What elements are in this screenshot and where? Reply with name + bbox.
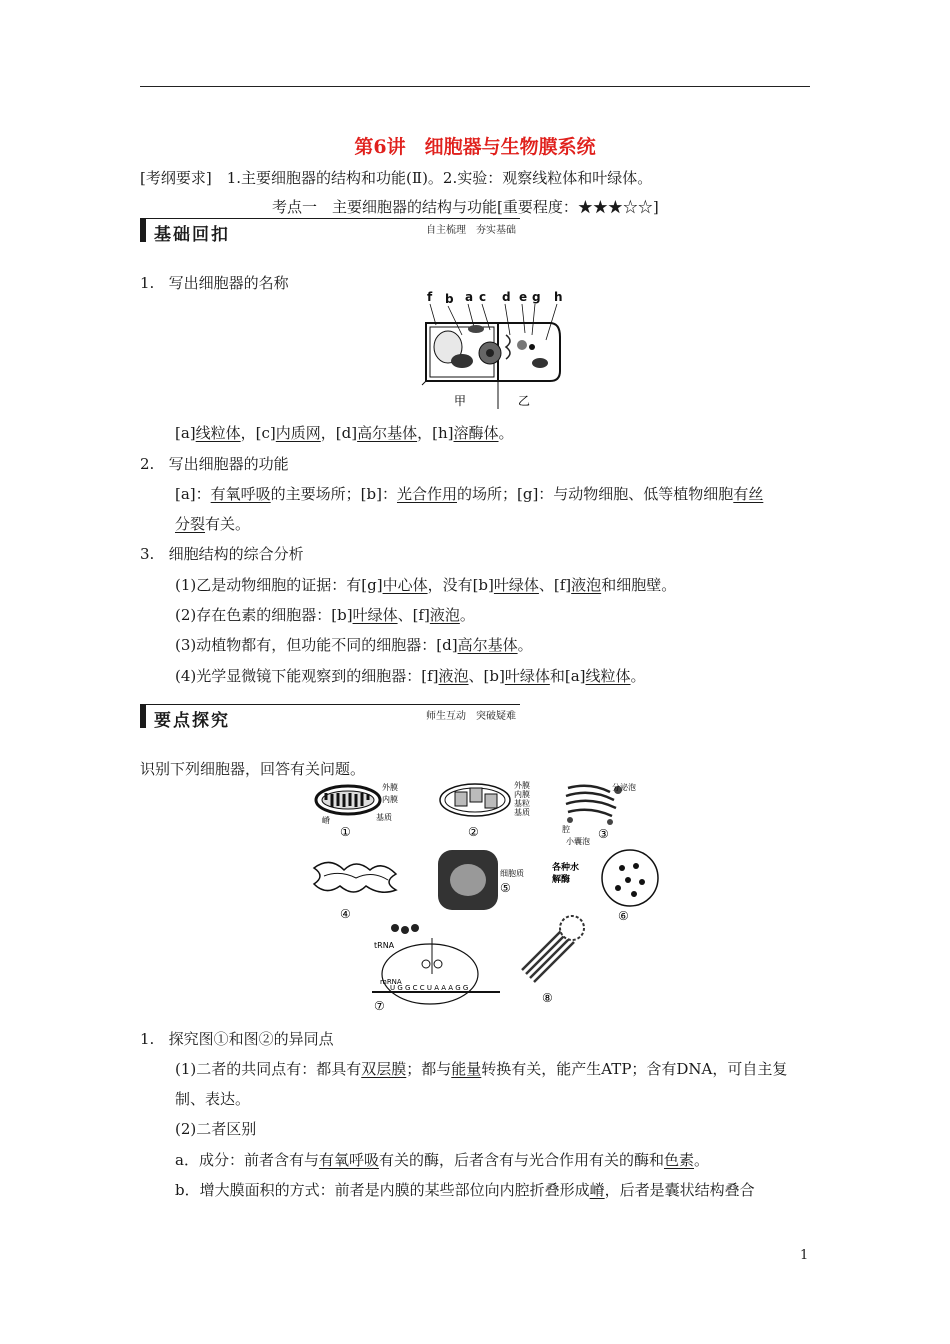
svg-text:嵴: 嵴 <box>322 816 330 825</box>
label-e: e <box>519 290 528 304</box>
answer: 双层膜 <box>361 1060 407 1078</box>
question-number: 1. <box>140 274 155 292</box>
question-number: 3. <box>140 545 155 563</box>
svg-text:腔: 腔 <box>562 825 570 834</box>
question-2 <box>140 453 289 474</box>
q1-answer <box>175 422 514 443</box>
answer: 光合作用 <box>396 485 457 503</box>
label-b: b <box>445 292 454 306</box>
text: ，[h] <box>417 424 454 442</box>
section-rule <box>140 704 520 705</box>
svg-text:各种水: 各种水 <box>552 863 580 873</box>
organelle-6-lysosome <box>552 850 658 923</box>
svg-text:⑦: ⑦ <box>374 999 385 1013</box>
organelle-5 <box>438 850 524 910</box>
answer: 叶绿体 <box>504 667 550 685</box>
svg-text:解酶: 解酶 <box>552 875 571 885</box>
svg-text:tRNA: tRNA <box>374 941 395 950</box>
label-a: a <box>465 290 474 304</box>
answer: 叶绿体 <box>493 576 539 594</box>
question-text: 写出细胞器的名称 <box>168 274 289 292</box>
answer: 能量 <box>451 1060 482 1078</box>
text: ，[c] <box>240 424 276 442</box>
text: 转换有关，能产生ATP；含有DNA，可自主复 <box>481 1060 788 1078</box>
point-text: 探究图①和图②的异同点 <box>168 1030 334 1048</box>
section-subtitle: 师生互动 突破疑难 <box>426 711 516 722</box>
answer: 有丝 <box>733 485 764 503</box>
kaodian-heading: 考点一 主要细胞器的结构与功能[重要程度：★★★☆☆] <box>272 198 659 216</box>
point-number: 1. <box>140 1030 155 1048</box>
point-1 <box>140 1028 334 1049</box>
svg-text:细胞质: 细胞质 <box>500 869 524 878</box>
point-1-b <box>175 1179 755 1200</box>
organelle-8-centriole <box>522 916 584 1005</box>
text: a．成分：前者含有与 <box>175 1151 319 1169</box>
text: ，[d] <box>320 424 358 442</box>
text: (2)存在色素的细胞器：[b] <box>175 606 353 624</box>
organelle-7-ribosome <box>372 924 500 1013</box>
section-basic-review <box>140 218 520 245</box>
text: [a]： <box>175 485 211 503</box>
question-text: 细胞结构的综合分析 <box>168 545 304 563</box>
svg-text:基粒: 基粒 <box>514 799 530 808</box>
text: b．增大膜面积的方式：前者是内膜的某些部位向内腔折叠形成 <box>175 1181 590 1199</box>
organelle-3-golgi <box>562 782 636 846</box>
point-1-1-line2: 制、表达。 <box>175 1090 251 1108</box>
svg-text:内膜: 内膜 <box>382 795 398 804</box>
section-key-points <box>140 704 520 731</box>
svg-text:基质: 基质 <box>376 813 392 822</box>
section-title: 基础回扣 <box>154 225 230 245</box>
answer: 叶绿体 <box>352 606 398 624</box>
answer: 高尔基体 <box>357 424 418 442</box>
text: (1)二者的共同点有：都具有 <box>175 1060 362 1078</box>
svg-text:④: ④ <box>340 907 351 921</box>
answer: 分裂 <box>175 515 206 533</box>
text: 有关的酶，后者含有与光合作用有关的酶和 <box>378 1151 664 1169</box>
label-d: d <box>502 290 511 304</box>
organelles-figure <box>300 778 720 1018</box>
question-number: 2. <box>140 455 155 473</box>
cell-diagram-figure <box>410 285 570 415</box>
answer: 线粒体 <box>585 667 631 685</box>
text: ；都与 <box>406 1060 452 1078</box>
q3-item-2 <box>175 604 475 625</box>
label-c: c <box>479 290 487 304</box>
label-yi: 乙 <box>518 394 531 408</box>
answer: 色素 <box>663 1151 694 1169</box>
answer: 内质网 <box>275 424 321 442</box>
answer: 有氧呼吸 <box>210 485 271 503</box>
svg-text:③: ③ <box>598 827 609 841</box>
svg-text:基质: 基质 <box>514 808 530 817</box>
text: 有关。 <box>205 515 251 533</box>
text: 、[f] <box>538 576 572 594</box>
exam-requirement: [考纲要求] 1.主要细胞器的结构和功能(Ⅱ)。2.实验：观察线粒体和叶绿体。 <box>140 169 653 187</box>
answer: 高尔基体 <box>457 636 518 654</box>
answer: 液泡 <box>438 667 469 685</box>
text: 的主要场所；[b]： <box>270 485 397 503</box>
text: (4)光学显微镜下能观察到的细胞器：[f] <box>175 667 439 685</box>
answer: 中心体 <box>382 576 428 594</box>
svg-text:分泌泡: 分泌泡 <box>612 783 636 792</box>
svg-text:小囊泡: 小囊泡 <box>566 837 590 846</box>
point-1-a <box>175 1149 709 1170</box>
text: ，后者是囊状结构叠合 <box>604 1181 755 1199</box>
label-jia: 甲 <box>454 394 467 408</box>
text: [a] <box>175 424 196 442</box>
svg-text:⑤: ⑤ <box>500 881 511 895</box>
organelle-4-er <box>314 862 396 921</box>
section-subtitle: 自主梳理 夯实基础 <box>426 225 516 236</box>
svg-text:U G G C C U A A A G G: U G G C C U A A A G G <box>390 984 469 992</box>
point-1-2: (2)二者区别 <box>175 1120 257 1138</box>
organelle-1-mitochondrion <box>316 782 398 839</box>
text: 的场所；[g]：与动物细胞、低等植物细胞 <box>457 485 734 503</box>
q3-item-1 <box>175 574 676 595</box>
text: 、[f] <box>397 606 430 624</box>
text: 。 <box>459 606 475 624</box>
section-title: 要点探究 <box>154 711 230 731</box>
svg-text:外膜: 外膜 <box>382 783 398 792</box>
answer: 液泡 <box>571 576 602 594</box>
svg-text:⑥: ⑥ <box>618 909 629 923</box>
label-h: h <box>554 290 563 304</box>
svg-text:②: ② <box>468 825 479 839</box>
label-g: g <box>532 290 541 304</box>
organelle-2-chloroplast <box>440 780 530 839</box>
text: 。 <box>517 636 533 654</box>
page-title: 第6讲 细胞器与生物膜系统 <box>354 136 596 158</box>
q3-item-4 <box>175 665 646 686</box>
intro-text: 识别下列细胞器，回答有关问题。 <box>140 760 366 778</box>
answer: 线粒体 <box>195 424 241 442</box>
text: 和细胞壁。 <box>601 576 677 594</box>
section-marker <box>140 704 146 728</box>
text: ，没有[b] <box>427 576 494 594</box>
svg-text:外膜: 外膜 <box>514 781 530 790</box>
q3-item-3 <box>175 634 533 655</box>
page-number: 1 <box>800 1248 809 1263</box>
answer: 溶酶体 <box>453 424 499 442</box>
point-1-1-line1 <box>175 1058 787 1079</box>
text: 。 <box>630 667 646 685</box>
svg-text:⑧: ⑧ <box>542 991 553 1005</box>
section-rule <box>140 218 520 219</box>
svg-text:mRNA: mRNA <box>380 978 402 986</box>
text: 、[b] <box>468 667 505 685</box>
question-text: 写出细胞器的功能 <box>168 455 289 473</box>
text: 和[a] <box>549 667 586 685</box>
q2-answer-line1 <box>175 483 763 504</box>
question-1 <box>140 272 289 293</box>
section-marker <box>140 218 146 242</box>
q2-answer-line2 <box>175 513 250 534</box>
answer: 嵴 <box>589 1181 605 1199</box>
text: 。 <box>694 1151 710 1169</box>
answer: 液泡 <box>429 606 460 624</box>
svg-text:①: ① <box>340 825 351 839</box>
question-3 <box>140 543 304 564</box>
label-f: f <box>427 290 433 304</box>
svg-text:内膜: 内膜 <box>514 790 530 799</box>
text: 。 <box>498 424 514 442</box>
header-rule <box>140 86 810 87</box>
text: (3)动植物都有，但功能不同的细胞器：[d] <box>175 636 458 654</box>
answer: 有氧呼吸 <box>318 1151 379 1169</box>
text: (1)乙是动物细胞的证据：有[g] <box>175 576 383 594</box>
